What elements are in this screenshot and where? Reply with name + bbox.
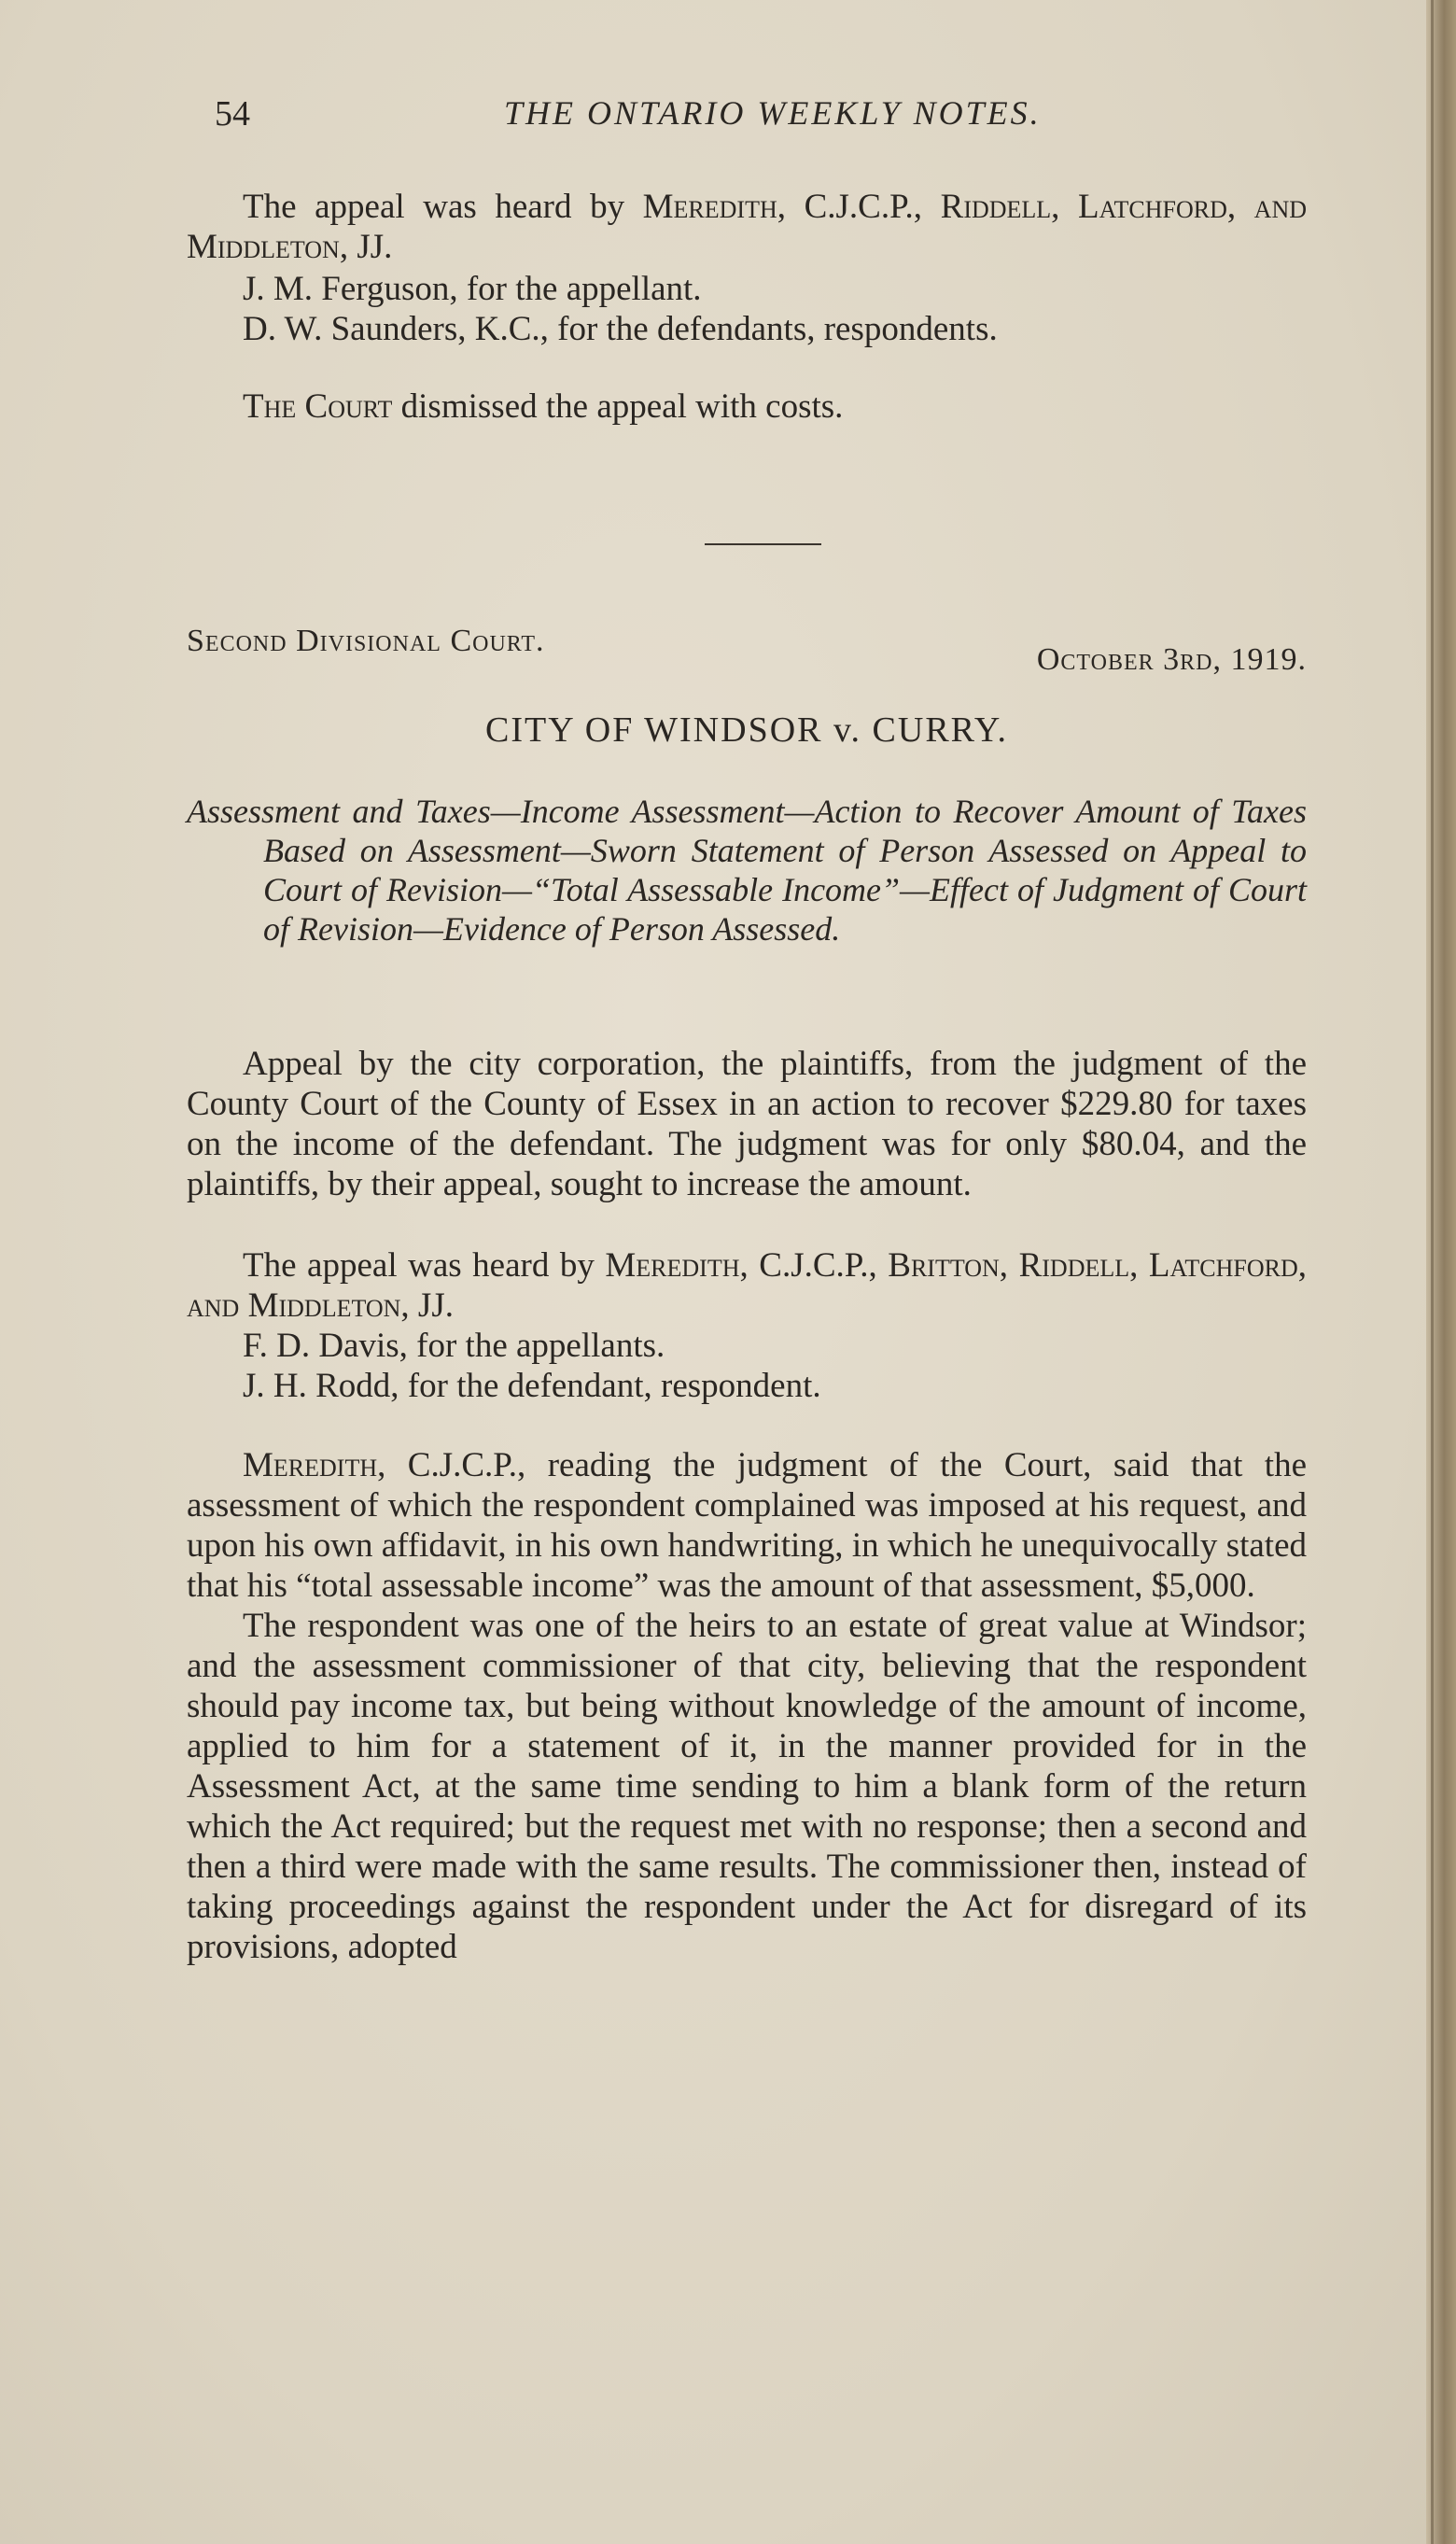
prev-court-word: The Court <box>243 387 393 426</box>
decision-date: October 3rd, 1919. <box>1036 642 1307 677</box>
section-rule <box>705 543 821 545</box>
book-edge-line <box>1431 0 1434 2544</box>
prev-heard-prefix: The appeal was heard by <box>243 188 643 226</box>
prev-heard-by <box>187 187 1307 267</box>
page-number: 54 <box>215 94 250 134</box>
appeal-summary: Appeal by the city corporation, the plaintiffs, from the judgment of the County Court of the County of Essex in an action to recover $229.80 for taxes on the income of the defendant. The judgment was for only $80.04, and the plaintiffs, by their appeal, sought to increase the amount. <box>187 1045 1307 1203</box>
judgment-paragraph-1 <box>187 1445 1307 1606</box>
prev-judges: Meredith, C.J.C.P., Riddell, Latchford, and Middleton, JJ. <box>187 188 1307 266</box>
prev-counsel-appellant: J. M. Ferguson, for the appellant. <box>243 270 702 308</box>
judgment-author: Meredith <box>243 1446 378 1484</box>
prev-disposition <box>187 387 1307 427</box>
judgment-para1-text: , C.J.C.P., reading the judgment of the Court, said that the assessment of which the respondent complained was imposed at his request, and upon his own affidavit, in his own handwriting, in which he unequivocally stated that his “total assessable income” was the amount of that assessment, $5,000. <box>187 1446 1307 1605</box>
judgment-paragraph-2: The respondent was one of the heirs to an estate of great value at Windsor; and the assessment commissioner of that city, believing that the respondent should pay income tax, but being without knowledge of the amount of income, applied to him for a statement of it, in the manner provided for in the Assessment Act, at the same time sending to him a blank form of the return which the Act required; but the request met with no response; then a second and then a third were made with the same results. The commissioner then, instead of taking proceedings against the respondent under the Act for disregard of its provisions, adopted <box>187 1607 1307 1966</box>
counsel-appellants: F. D. Davis, for the appellants. <box>243 1327 665 1365</box>
counsel-respondent: J. H. Rodd, for the defendant, respondent. <box>243 1367 821 1405</box>
judges: Meredith, C.J.C.P., Britton, Riddell, Latchford, and Middleton, JJ. <box>187 1246 1307 1325</box>
court-line <box>187 624 1307 677</box>
previous-case-tail <box>187 187 1307 427</box>
case-title: CITY OF WINDSOR v. CURRY. <box>485 710 1008 750</box>
running-head <box>215 93 1307 149</box>
heard-prefix: The appeal was heard by <box>243 1246 606 1285</box>
prev-disposition-text: dismissed the appeal with costs. <box>392 387 844 426</box>
headnote: Assessment and Taxes—Income Assessment—Action to Recover Amount of Taxes Based on Assessment—Sworn Statement of Person Assessed on Appeal to Court of Revision—“Total Assessable Income”—Effect of Judgment of Court of Revision—Evidence of Person Assessed. <box>187 793 1307 948</box>
journal-title: THE ONTARIO WEEKLY NOTES. <box>504 94 1042 132</box>
case-body <box>187 1044 1307 1967</box>
prev-counsel-respondent: D. W. Saunders, K.C., for the defendants, respondents. <box>243 310 998 348</box>
heard-by <box>187 1245 1307 1326</box>
court-name: Second Divisional Court. <box>187 624 545 658</box>
